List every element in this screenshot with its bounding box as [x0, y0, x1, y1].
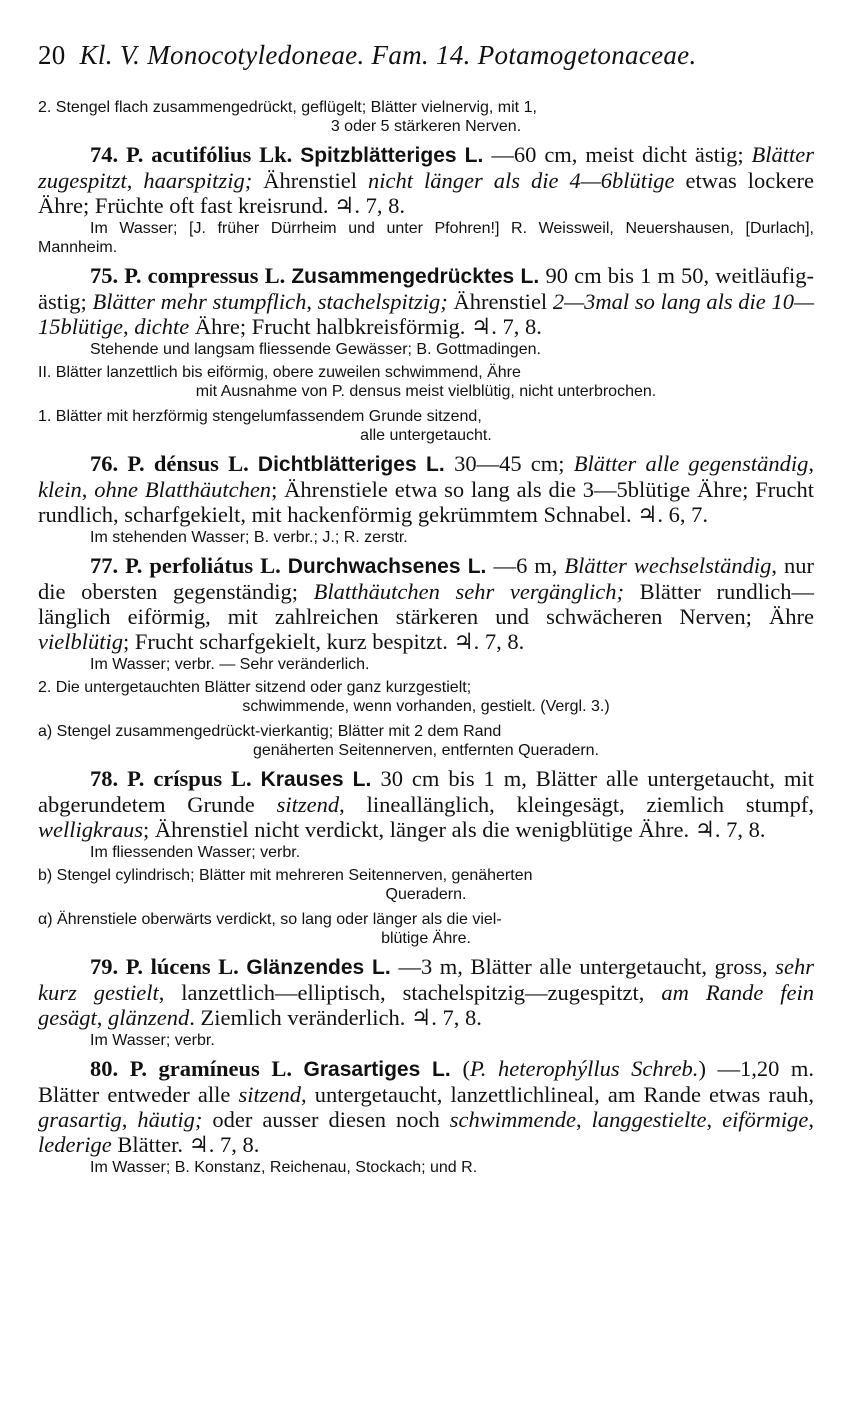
key-line-continuation: blütige Ähre.: [381, 930, 471, 947]
species-description: —60 cm, meist dicht ästig; Blätter zugespitzt, haarspitzig; Ährenstiel nicht länger als die 4—6blütige etwas lockere Ähre; Früchte oft fast kreisrund. ♃. 7, 8.: [38, 142, 815, 218]
key-line-continuation: mit Ausnahme von P. densus meist vielblütig, nicht unterbrochen.: [195, 383, 657, 400]
species-german-name: Glänzendes L.: [246, 956, 399, 979]
key-line-continuation: Queradern.: [385, 886, 467, 903]
page-body: [38, 98, 814, 1177]
species-entry-s76: [38, 451, 814, 527]
species-description: 90 cm bis 1 m 50, weitläufig-ästig; Blätter mehr stumpflich, stachelspitzig; Ährenstiel 2—3mal so lang als die 10—15blütige, dichte Ähre; Frucht halbkreisförmig. ♃. 7, 8.: [38, 263, 815, 339]
key-entry-ka: [38, 722, 814, 760]
species-latin-name: P. acutifólius Lk.: [126, 142, 301, 167]
species-number: 75.: [90, 263, 125, 288]
locality-note-l76: Im stehenden Wasser; B. verbr.; J.; R. zerstr.: [90, 529, 408, 546]
species-latin-name: P. gramíneus L.: [129, 1056, 304, 1081]
key-line: α) Ährenstiele oberwärts verdickt, so lang oder länger als die viel-: [38, 911, 502, 928]
key-line: 2. Stengel flach zusammengedrückt, geflügelt; Blätter vielnervig, mit 1,: [38, 99, 537, 116]
key-entry-k1: [38, 407, 814, 445]
key-line-continuation: 3 oder 5 stärkeren Nerven.: [330, 118, 522, 135]
species-number: 74.: [90, 142, 127, 167]
species-entry-s78: [38, 766, 814, 842]
species-german-name: Grasartiges L.: [303, 1058, 463, 1081]
species-german-name: Durchwachsenes L.: [287, 555, 494, 578]
key-entry-kb: [38, 866, 814, 904]
locality-note-l79: Im Wasser; verbr.: [90, 1032, 215, 1049]
species-german-name: Krauses L.: [260, 768, 381, 791]
locality-note-l80: Im Wasser; B. Konstanz, Reichenau, Stockach; und R.: [90, 1159, 478, 1176]
species-german-name: Dichtblätteriges L.: [257, 453, 455, 476]
species-entry-s79: [38, 954, 814, 1030]
key-line: a) Stengel zusammengedrückt-vierkantig; Blätter mit 2 dem Rand: [38, 723, 502, 740]
species-latin-name: P. críspus L.: [127, 766, 261, 791]
page-header: [38, 38, 814, 72]
species-german-name: Spitzblätteriges L.: [300, 144, 492, 167]
key-line: II. Blätter lanzettlich bis eiförmig, obere zuweilen schwimmend, Ähre: [38, 364, 521, 381]
key-entry-kII: [38, 363, 814, 401]
species-description: 30 cm bis 1 m, Blätter alle untergetaucht, mit abgerundetem Grunde sitzend, lineallänglich, kleingesägt, ziemlich stumpf, welligkraus; Ährenstiel nicht verdickt, länger als die wenigblütige Ähre. ♃. 7, 8.: [38, 766, 815, 842]
species-german-name: Zusammengedrücktes L.: [291, 265, 546, 288]
species-number: 76.: [90, 451, 128, 476]
key-entry-k2: [38, 98, 814, 136]
key-line: 1. Blätter mit herzförmig stengelumfassendem Grunde sitzend,: [38, 408, 482, 425]
running-title: Kl. V. Monocotyledoneae. Fam. 14. Potamogetonaceae.: [79, 40, 697, 70]
species-entry-s75: [38, 263, 814, 339]
species-number: 78.: [90, 766, 128, 791]
key-line-continuation: alle untergetaucht.: [360, 427, 492, 444]
species-number: 77.: [90, 553, 126, 578]
locality-note-l78: Im fliessenden Wasser; verbr.: [90, 844, 301, 861]
species-latin-name: P. perfoliátus L.: [125, 553, 288, 578]
key-entry-kalpha: [38, 910, 814, 948]
species-latin-name: P. dénsus L.: [127, 451, 258, 476]
species-latin-name: P. compressus L.: [124, 263, 292, 288]
species-number: 79.: [90, 954, 126, 979]
locality-note-l74: Im Wasser; [J. früher Dürrheim und unter Pfohren!] R. Weissweil, Neuershausen, [Durlach], Mannheim.: [38, 220, 814, 256]
key-line-continuation: schwimmende, wenn vorhanden, gestielt. (Vergl. 3.): [242, 698, 610, 715]
locality-note-l77: Im Wasser; verbr. — Sehr veränderlich.: [90, 656, 370, 673]
key-line: 2. Die untergetauchten Blätter sitzend oder ganz kurzgestielt;: [38, 679, 472, 696]
species-number: 80.: [90, 1056, 130, 1081]
species-latin-name: P. lúcens L.: [125, 954, 247, 979]
locality-note-l75: Stehende und langsam fliessende Gewässer; B. Gottmadingen.: [90, 341, 541, 358]
key-line-continuation: genäherten Seitennerven, entfernten Queradern.: [252, 742, 600, 759]
species-description: 30—45 cm; Blätter alle gegenständig, klein, ohne Blatthäutchen; Ährenstiele etwa so lang als die 3—5blütige Ähre; Frucht rundlich, scharfgekielt, mit hackenförmig gekrümmtem Schnabel. ♃. 6, 7.: [38, 451, 815, 527]
species-description: —6 m, Blätter wechselständig, nur die obersten gegenständig; Blatthäutchen sehr vergänglich; Blätter rundlich—länglich eiförmig, mit zahlreichen stärkeren und schwächeren Nerven; Ähre vielblütig; Frucht scharfgekielt, kurz bespitzt. ♃. 7, 8.: [38, 553, 814, 654]
page-number: 20: [38, 40, 66, 70]
key-line: b) Stengel cylindrisch; Blätter mit mehreren Seitennerven, genäherten: [38, 867, 533, 884]
species-entry-s77: [38, 553, 814, 654]
species-entry-s80: [38, 1056, 814, 1157]
key-entry-k2b: [38, 678, 814, 716]
species-description: (P. heterophýllus Schreb.) —1,20 m. Blätter entweder alle sitzend, untergetaucht, lanzettlichlineal, am Rande etwas rauh, grasartig, häutig; oder ausser diesen noch schwimmende, langgestielte, eiförmige, lederige Blätter. ♃. 7, 8.: [38, 1056, 815, 1157]
species-description: —3 m, Blätter alle untergetaucht, gross, sehr kurz gestielt, lanzettlich—elliptisch, stachelspitzig—zugespitzt, am Rande fein gesägt, glänzend. Ziemlich veränderlich. ♃. 7, 8.: [38, 954, 815, 1030]
species-entry-s74: [38, 142, 814, 218]
